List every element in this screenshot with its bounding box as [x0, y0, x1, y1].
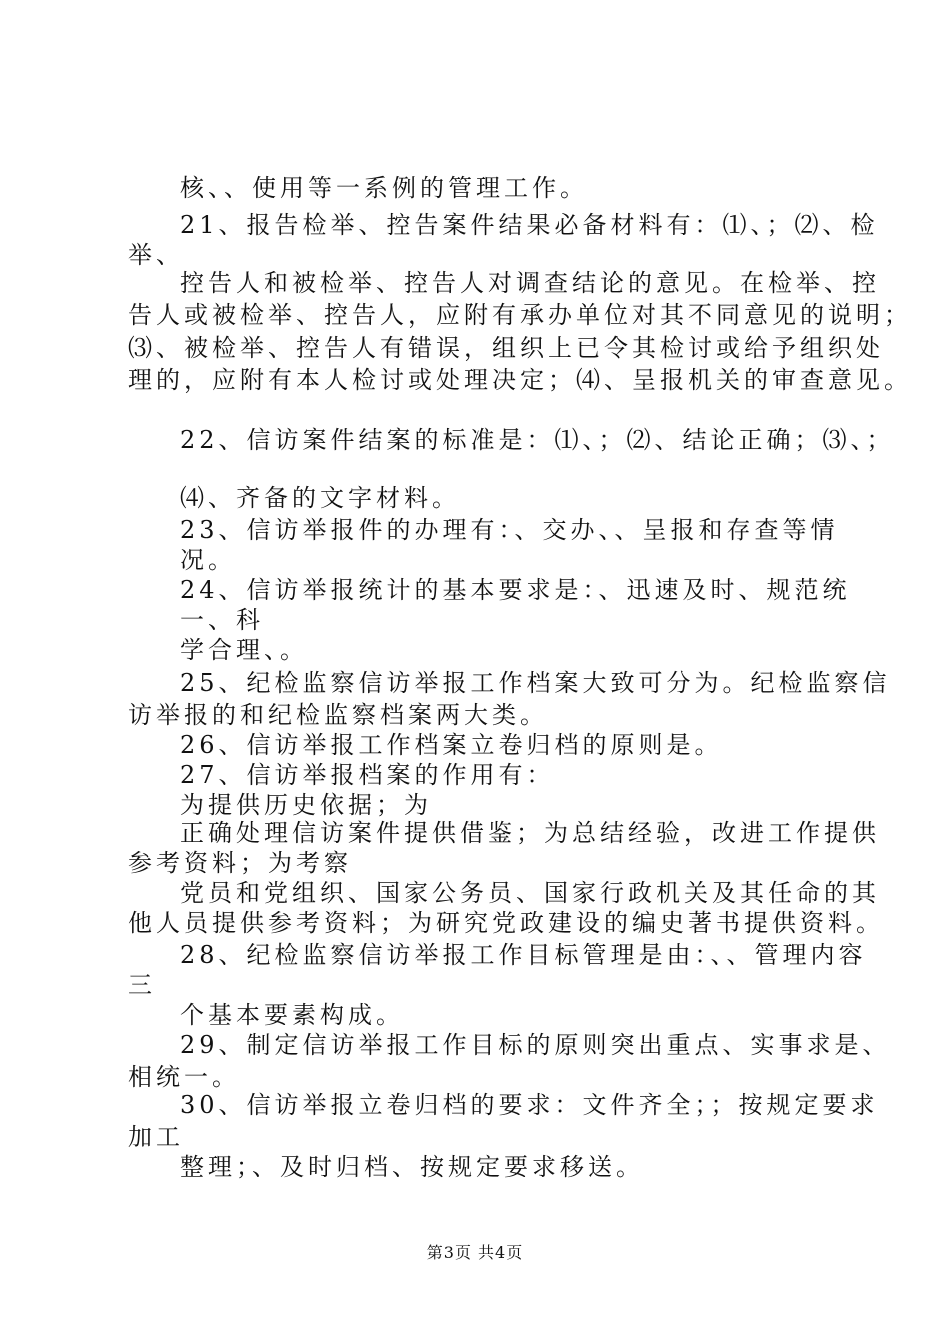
text-line: 29、制定信访举报工作目标的原则突出重点、实事求是、: [180, 1031, 891, 1059]
text-line: 26、信访举报工作档案立卷归档的原则是。: [180, 731, 723, 759]
text-line: 23、信访举报件的办理有：、交办、、呈报和存查等情: [180, 516, 839, 544]
text-line: 三: [128, 971, 156, 999]
text-line: 举、: [128, 241, 184, 269]
text-line: 27、信访举报档案的作用有：: [180, 761, 555, 789]
text-line: 控告人和被检举、控告人对调查结论的意见。在检举、控: [180, 269, 880, 297]
text-line: 个基本要素构成。: [180, 1001, 404, 1029]
text-line: 28、纪检监察信访举报工作目标管理是由：、、管理内容: [180, 941, 867, 969]
page-number-footer: 第3页 共4页: [426, 1243, 524, 1262]
text-line: 24、信访举报统计的基本要求是：、迅速及时、规范统: [180, 576, 851, 604]
text-line: 整理；、及时归档、按规定要求移送。: [180, 1153, 644, 1181]
text-line: 22、信访案件结案的标准是：⑴、；⑵、结论正确；⑶、；: [180, 426, 895, 454]
text-line: 况。: [180, 546, 236, 574]
text-line: 一、科: [180, 606, 264, 634]
text-line: ⑶、被检举、控告人有错误，组织上已令其检讨或给予组织处: [128, 334, 884, 362]
text-line: 告人或被检举、控告人，应附有承办单位对其不同意见的说明；: [128, 301, 912, 329]
text-line: 党员和党组织、国家公务员、国家行政机关及其任命的其: [180, 879, 880, 907]
text-line: 为提供历史依据；为: [180, 791, 432, 819]
text-line: 访举报的和纪检监察档案两大类。: [128, 701, 548, 729]
text-line: 核、、使用等一系例的管理工作。: [180, 174, 588, 202]
text-line: 30、信访举报立卷归档的要求：文件齐全；；按规定要求: [180, 1091, 879, 1119]
text-line: 参考资料；为考察: [128, 849, 352, 877]
text-line: 21、报告检举、控告案件结果必备材料有：⑴、；⑵、检: [180, 211, 879, 239]
text-line: 加工: [128, 1123, 184, 1151]
text-line: 正确处理信访案件提供借鉴；为总结经验，改进工作提供: [180, 819, 880, 847]
text-line: 相统一。: [128, 1063, 240, 1091]
text-line: 25、纪检监察信访举报工作档案大致可分为。纪检监察信: [180, 669, 891, 697]
text-line: 他人员提供参考资料；为研究党政建设的编史著书提供资料。: [128, 909, 884, 937]
text-line: 学合理、。: [180, 636, 308, 664]
text-line: 理的，应附有本人检讨或处理决定；⑷、呈报机关的审查意见。: [128, 366, 912, 394]
text-line: ⑷、齐备的文字材料。: [180, 484, 460, 512]
